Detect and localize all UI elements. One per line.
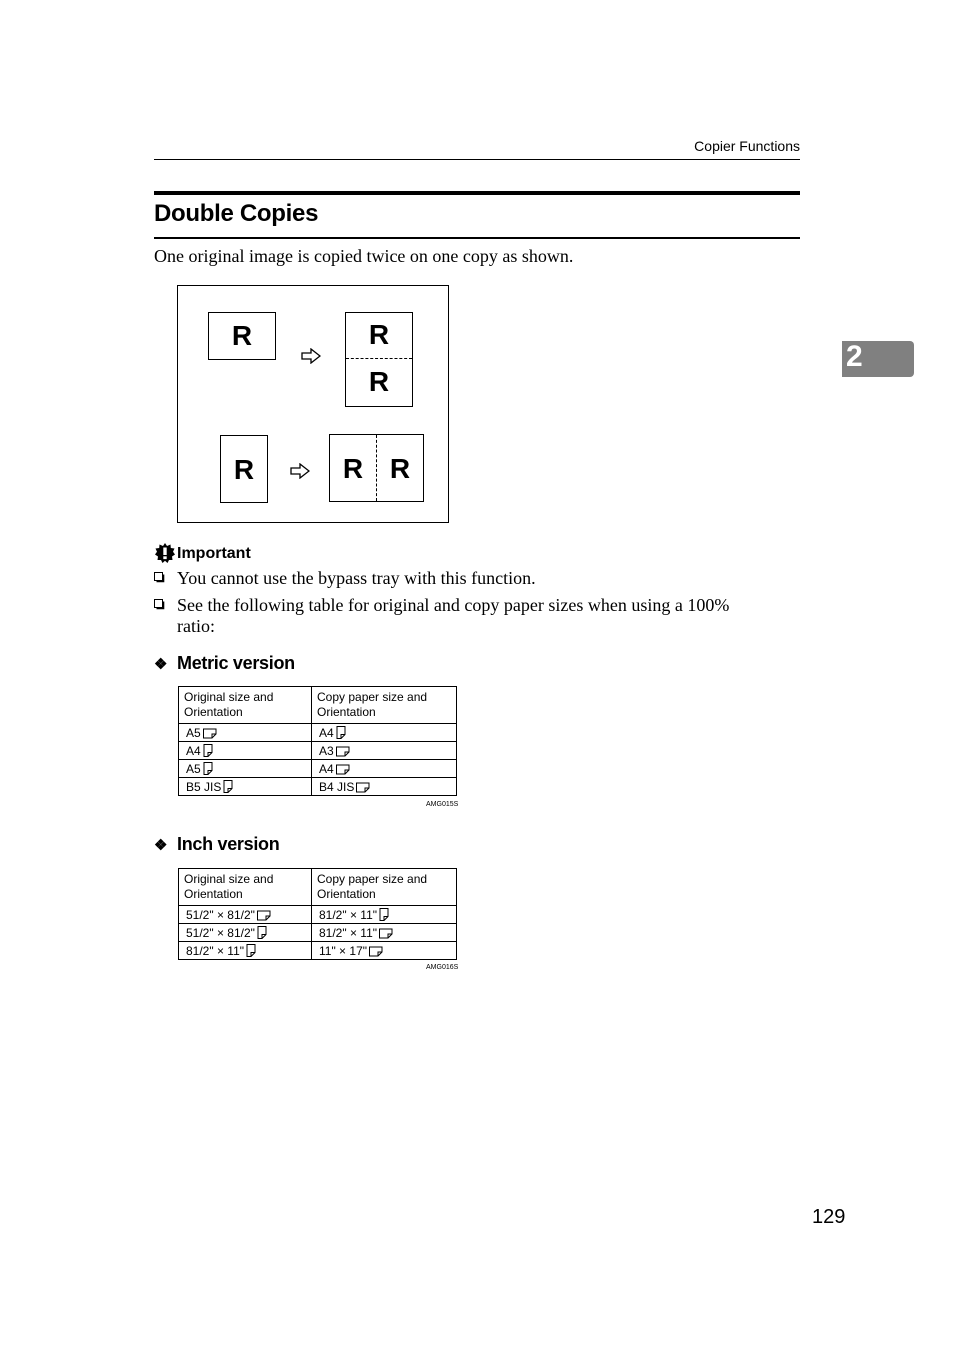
metric-heading: [154, 653, 295, 674]
landscape-sheet-icon: [257, 910, 271, 921]
figure-code: AMG015S: [426, 801, 459, 808]
portrait-sheet-icon: [203, 762, 213, 775]
copy-size-cell: [312, 760, 457, 778]
original-size-cell: [179, 778, 312, 796]
copy-size: B4 JIS: [319, 779, 355, 794]
copy-sheet-portrait: [345, 312, 413, 407]
note-text: See the following table for original and copy paper sizes when using a 100%: [177, 595, 730, 615]
column-header-copy: Copy paper size and Orientation: [312, 869, 457, 906]
original-sheet-landscape: [208, 312, 276, 360]
portrait-sheet-icon: [257, 926, 267, 939]
checkbox-icon: [154, 572, 165, 583]
column-header-original: Original size and Orientation: [179, 687, 312, 724]
title-rule-bottom: [154, 237, 800, 239]
note-text-continuation: ratio:: [177, 616, 215, 636]
copy-glyph-left: R: [342, 453, 364, 484]
figure-code: AMG016S: [426, 964, 459, 971]
copy-size: 81/2" × 11": [319, 907, 378, 922]
original-size: 51/2" × 81/2": [186, 925, 255, 940]
portrait-sheet-icon: [246, 944, 256, 957]
inch-heading: [154, 834, 279, 855]
table-row: [179, 906, 457, 924]
copy-size-cell: [312, 942, 457, 960]
table-row: [179, 760, 457, 778]
original-size-cell: [179, 924, 312, 942]
copy-size: A3: [319, 743, 334, 758]
table-header-row: [179, 869, 457, 906]
landscape-sheet-icon: [356, 782, 370, 793]
original-glyph: R: [233, 454, 255, 485]
chapter-number: 2: [846, 340, 863, 373]
original-glyph: R: [231, 320, 253, 351]
original-size-cell: [179, 906, 312, 924]
diamond-bullet-icon: ❖: [154, 656, 168, 673]
portrait-sheet-icon: [223, 780, 233, 793]
copy-size-cell: [312, 778, 457, 796]
original-size: A5: [186, 761, 201, 776]
important-icon: [155, 543, 175, 563]
intro-paragraph: One original image is copied twice on one copy as shown.: [154, 246, 574, 266]
copy-glyph-top: R: [368, 319, 390, 350]
original-size: 81/2" × 11": [186, 943, 245, 958]
table-header-row: [179, 687, 457, 724]
note-item: [154, 595, 800, 639]
table-row: [179, 742, 457, 760]
original-size: A5: [186, 725, 201, 740]
copy-size: A4: [319, 725, 334, 740]
checkbox-icon: [154, 599, 165, 610]
copy-size-cell: [312, 724, 457, 742]
copy-glyph-bottom: R: [368, 366, 390, 397]
table-row: [179, 942, 457, 960]
metric-size-table: [178, 686, 457, 796]
fold-line: [346, 358, 412, 359]
original-size-cell: [179, 742, 312, 760]
original-size-cell: [179, 942, 312, 960]
original-size: B5 JIS: [186, 779, 222, 794]
header-rule: [154, 159, 800, 160]
table-row: [179, 724, 457, 742]
inch-size-table: [178, 868, 457, 960]
table-row: [179, 778, 457, 796]
page-number: 129: [812, 1206, 846, 1228]
copy-size-cell: [312, 742, 457, 760]
original-sheet-portrait: [220, 435, 268, 503]
portrait-sheet-icon: [379, 908, 389, 921]
title-rule-top: [154, 191, 800, 195]
portrait-sheet-icon: [336, 726, 346, 739]
metric-heading-text: Metric version: [177, 653, 295, 673]
inch-heading-text: Inch version: [177, 834, 280, 854]
original-size-cell: [179, 724, 312, 742]
portrait-sheet-icon: [203, 744, 213, 757]
landscape-sheet-icon: [203, 728, 217, 739]
copy-size-cell: [312, 906, 457, 924]
copy-size-cell: [312, 924, 457, 942]
arrow-right-icon: [301, 348, 321, 364]
column-header-copy: Copy paper size and Orientation: [312, 687, 457, 724]
landscape-sheet-icon: [369, 946, 383, 957]
copy-sheet-landscape: [329, 434, 424, 502]
running-header: Copier Functions: [694, 138, 800, 154]
landscape-sheet-icon: [336, 764, 350, 775]
landscape-sheet-icon: [336, 746, 350, 757]
double-copies-illustration: [177, 285, 449, 523]
column-header-original: Original size and Orientation: [179, 869, 312, 906]
original-size: A4: [186, 743, 201, 758]
page-title: Double Copies: [154, 200, 319, 227]
original-size-cell: [179, 760, 312, 778]
landscape-sheet-icon: [379, 928, 393, 939]
copy-size: A4: [319, 761, 334, 776]
original-size: 51/2" × 81/2": [186, 907, 255, 922]
important-label: Important: [177, 545, 251, 562]
arrow-right-icon: [290, 463, 310, 479]
copy-glyph-right: R: [389, 453, 411, 484]
note-text: You cannot use the bypass tray with this function.: [177, 568, 536, 588]
table-row: [179, 924, 457, 942]
diamond-bullet-icon: ❖: [154, 837, 168, 854]
copy-size: 81/2" × 11": [319, 925, 378, 940]
copy-size: 11" × 17": [319, 943, 367, 958]
